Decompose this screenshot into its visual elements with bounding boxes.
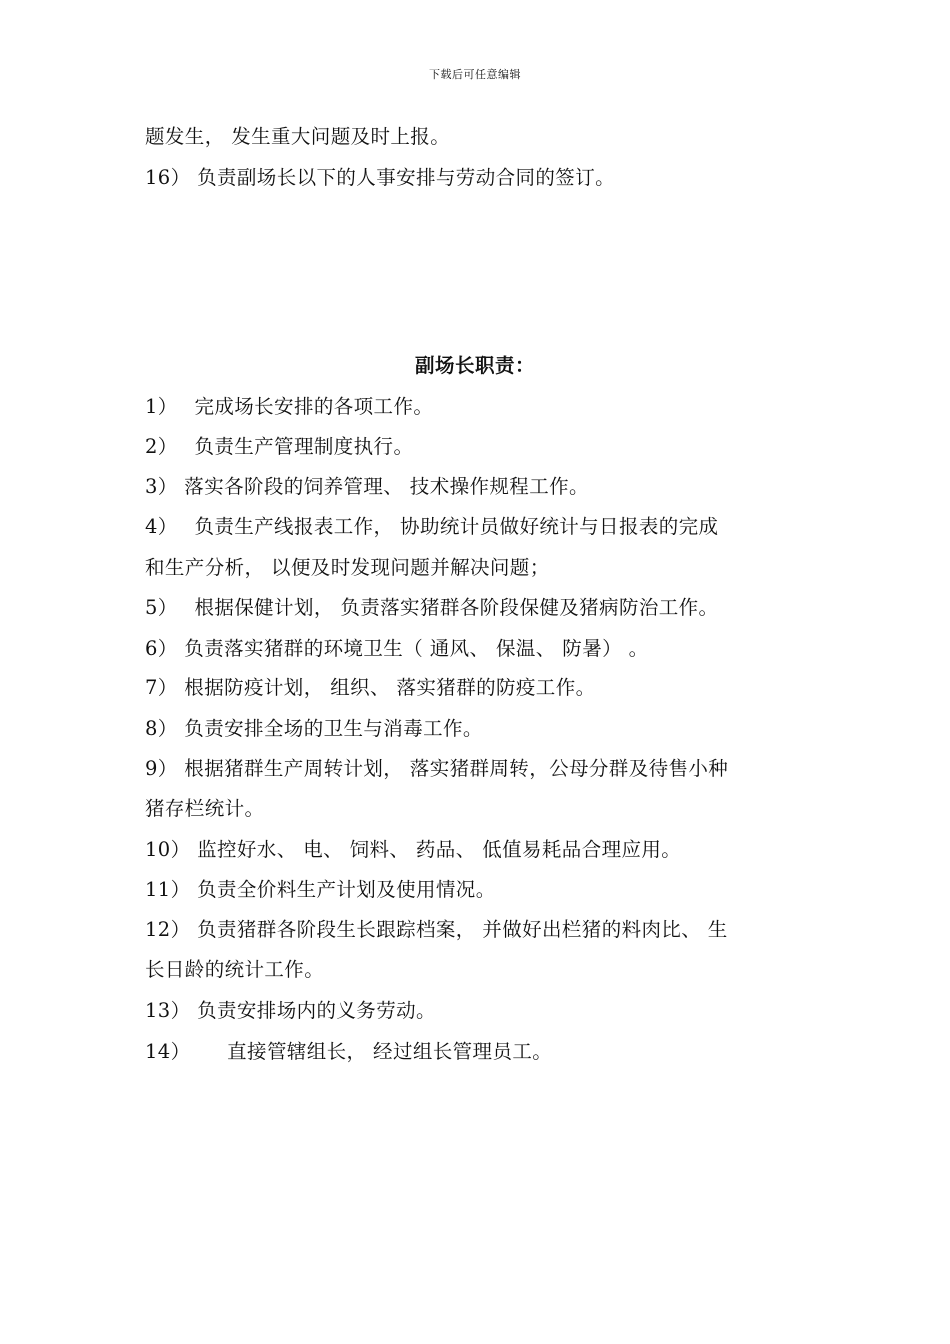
duty-line-9: 9） 根据猪群生产周转计划， 落实猪群周转，公母分群及待售小种 <box>145 757 729 780</box>
duty-line-9-cont: 猪存栏统计。 <box>145 797 265 820</box>
duty-line-7: 7） 根据防疫计划， 组织、 落实猪群的防疫工作。 <box>145 676 596 699</box>
duty-line-2: 2） 负责生产管理制度执行。 <box>145 435 414 458</box>
duty-line-3: 3） 落实各阶段的饲养管理、 技术操作规程工作。 <box>145 475 589 498</box>
page-header-note: 下载后可任意编辑 <box>429 68 521 81</box>
duty-line-6: 6） 负责落实猪群的环境卫生（ 通风、 保温、 防暑） 。 <box>145 637 649 660</box>
duty-line-10: 10） 监控好水、 电、 饲料、 药品、 低值易耗品合理应用。 <box>145 838 682 861</box>
duty-line-4-cont: 和生产分析， 以便及时发现问题并解决问题； <box>145 556 550 579</box>
duty-line-8: 8） 负责安排全场的卫生与消毒工作。 <box>145 717 483 740</box>
duty-line-12: 12） 负责猪群各阶段生长跟踪档案， 并做好出栏猪的料肉比、 生 <box>145 918 728 941</box>
section-title: 副场长职责： <box>414 354 535 377</box>
intro-line-1: 题发生， 发生重大问题及时上报。 <box>145 125 451 148</box>
duty-line-12-cont: 长日龄的统计工作。 <box>145 958 325 981</box>
duty-line-5: 5） 根据保健计划， 负责落实猪群各阶段保健及猪病防治工作。 <box>145 596 719 619</box>
duty-line-11: 11） 负责全价料生产计划及使用情况。 <box>145 878 496 901</box>
duty-line-1: 1） 完成场长安排的各项工作。 <box>145 395 434 418</box>
intro-line-2: 16） 负责副场长以下的人事安排与劳动合同的签订。 <box>145 166 616 189</box>
duty-line-4: 4） 负责生产线报表工作， 协助统计员做好统计与日报表的完成 <box>145 515 719 538</box>
duty-line-14: 14） 直接管辖组长， 经过组长管理员工。 <box>145 1040 553 1063</box>
duty-line-13: 13） 负责安排场内的义务劳动。 <box>145 999 436 1022</box>
